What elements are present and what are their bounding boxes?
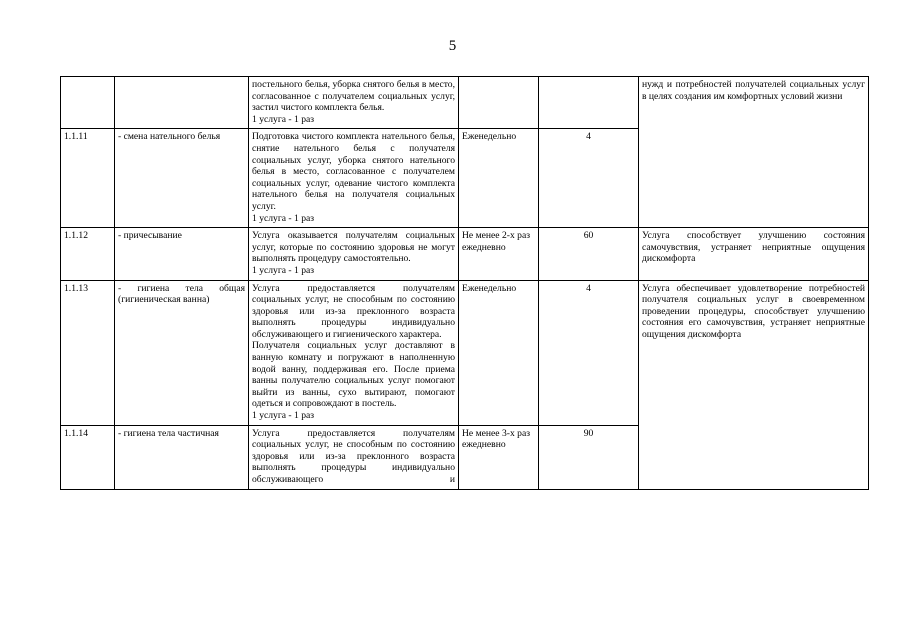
row-description [249,280,459,425]
row-code: 1.1.11 [61,129,115,228]
table-row [61,77,869,129]
row-code: 1.1.13 [61,280,115,425]
row-frequency: Не менее 3-х раз ежедневно [459,425,539,489]
table-row [61,280,869,425]
description-count: 1 услуга - 1 раз [252,264,315,276]
description-count: 1 услуга - 1 раз [252,212,315,224]
row-volume: 4 [539,280,639,425]
row-frequency: Еженедельно [459,129,539,228]
description-text: Подготовка чистого комплекта нательного белья, снятие нательного белья с получателя социальных услуг, уборка снятого нательного белья в место, согласованное с получателем социальных услуг, одевание чистого комплекта нательного белья на получателя социальных услуг. [252,131,455,212]
table-row [61,228,869,280]
row-description [249,228,459,280]
row-code [61,77,115,129]
description-count: 1 услуга - 1 раз [252,113,315,125]
description-text: Получателя социальных услуг доставляют в ванную комнату и погружают в наполненную водой ванну, поддерживая его. После приема ванны получателю социальных услуг помогают выйти из ванны, сухо вытирают, помогают одеться и сопровождают в постель. [252,340,455,410]
row-name: - гигиена тела общая (гигиеническая ванна) [115,280,249,425]
row-volume: 60 [539,228,639,280]
description-text: Услуга предоставляется получателям социальных услуг, не способным по состоянию здоровья или из-за преклонного возраста выполнять процедуры индивидуально обслуживающего и [252,427,455,485]
description-count: 1 услуга - 1 раз [252,410,315,422]
row-name [115,77,249,129]
description-text: Услуга предоставляется получателям социальных услуг, не способным по состоянию здоровья или из-за преклонного возраста выполнять процедуры индивидуально обслуживающего и гигиенического характера. [252,282,455,340]
row-name: - гигиена тела частичная [115,425,249,489]
row-frequency [459,77,539,129]
row-volume: 90 [539,425,639,489]
row-note: Услуга обеспечивает удовлетворение потребностей получателя социальных услуг в своевременном проведении процедуры, способствует улучшению состояния его самочувствия, устраняет неприятные ощущения дискомфорта [639,280,869,489]
row-note: нужд и потребностей получателей социальных услуг в целях создания им комфортных условий жизни [639,77,869,228]
row-volume: 4 [539,129,639,228]
row-frequency: Еженедельно [459,280,539,425]
row-description [249,129,459,228]
row-description [249,77,459,129]
page-number: 5 [448,38,457,54]
description-text: Услуга оказывается получателям социальных услуг, которые по состоянию здоровья не могут выполнять процедуру самостоятельно. [252,230,455,265]
row-name: - смена нательного белья [115,129,249,228]
services-table [60,76,869,490]
row-code: 1.1.12 [61,228,115,280]
row-name: - причесывание [115,228,249,280]
row-note: Услуга способствует улучшению состояния самочувствия, устраняет неприятные ощущения дискомфорта [639,228,869,280]
row-description [249,425,459,489]
row-code: 1.1.14 [61,425,115,489]
row-frequency: Не менее 2-х раз ежедневно [459,228,539,280]
row-volume [539,77,639,129]
description-text: постельного белья, уборка снятого белья в место, согласованное с получателем социальных услуг, застил чистого комплекта белья. [252,79,455,114]
